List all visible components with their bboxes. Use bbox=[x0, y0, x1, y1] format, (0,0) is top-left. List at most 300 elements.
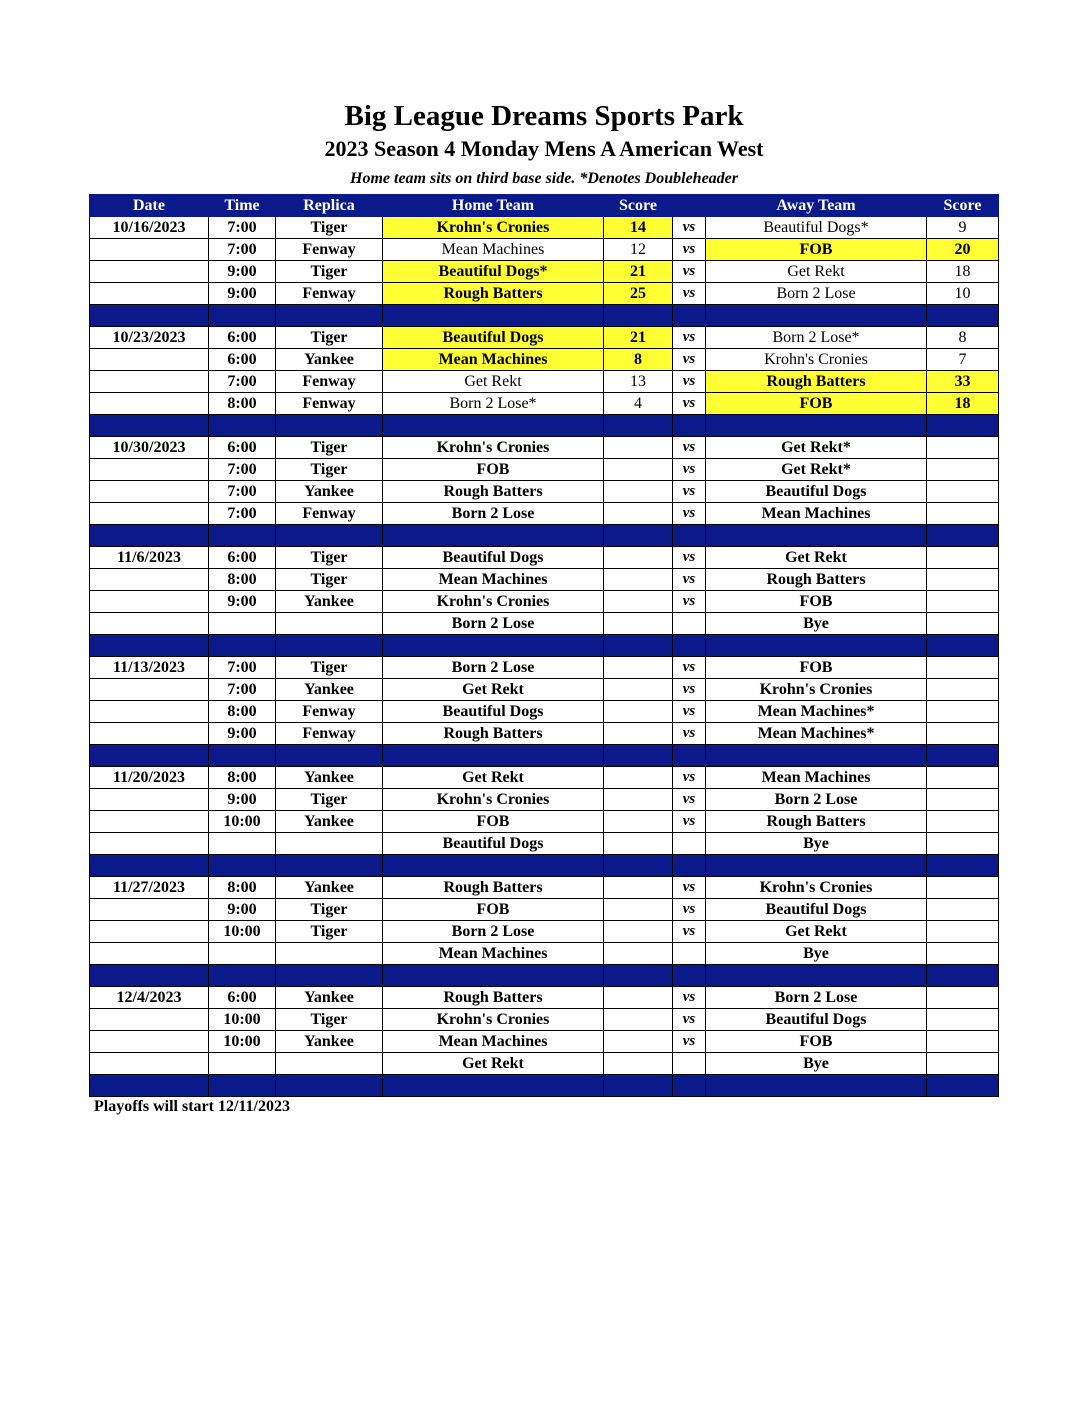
col-header-away-score: Score bbox=[927, 195, 999, 217]
week-separator-row bbox=[90, 1075, 999, 1097]
time-cell: 7:00 bbox=[209, 371, 276, 393]
away-team-cell: Rough Batters bbox=[706, 569, 927, 591]
replica-field-cell: Tiger bbox=[276, 789, 383, 811]
away-team-cell: Beautiful Dogs* bbox=[706, 217, 927, 239]
replica-field-cell: Tiger bbox=[276, 459, 383, 481]
date-cell bbox=[90, 481, 209, 503]
home-team-cell: Born 2 Lose bbox=[383, 503, 604, 525]
date-cell bbox=[90, 943, 209, 965]
page-subtitle: 2023 Season 4 Monday Mens A American West bbox=[324, 136, 764, 161]
time-cell: 10:00 bbox=[209, 1031, 276, 1053]
home-team-cell: Born 2 Lose bbox=[383, 921, 604, 943]
vs-cell: vs bbox=[673, 679, 706, 701]
separator-cell bbox=[706, 305, 927, 327]
vs-cell: vs bbox=[673, 899, 706, 921]
table-row bbox=[90, 811, 999, 833]
away-team-cell: FOB bbox=[706, 239, 927, 261]
vs-cell: vs bbox=[673, 437, 706, 459]
home-team-cell: FOB bbox=[383, 899, 604, 921]
separator-cell bbox=[276, 305, 383, 327]
table-row bbox=[90, 657, 999, 679]
replica-field-cell: Yankee bbox=[276, 591, 383, 613]
separator-cell bbox=[673, 635, 706, 657]
replica-field-cell: Tiger bbox=[276, 899, 383, 921]
home-score-cell bbox=[604, 833, 673, 855]
away-team-cell: Get Rekt* bbox=[706, 437, 927, 459]
separator-cell bbox=[604, 525, 673, 547]
date-cell bbox=[90, 899, 209, 921]
date-cell bbox=[90, 459, 209, 481]
home-team-cell: Mean Machines bbox=[383, 349, 604, 371]
date-cell bbox=[90, 569, 209, 591]
separator-cell bbox=[383, 305, 604, 327]
vs-cell: vs bbox=[673, 811, 706, 833]
time-cell: 9:00 bbox=[209, 261, 276, 283]
away-score-cell: 10 bbox=[927, 283, 999, 305]
date-cell bbox=[90, 349, 209, 371]
away-score-cell bbox=[927, 767, 999, 789]
home-score-cell: 21 bbox=[604, 261, 673, 283]
separator-cell bbox=[276, 635, 383, 657]
separator-cell bbox=[90, 415, 209, 437]
time-cell: 7:00 bbox=[209, 459, 276, 481]
separator-cell bbox=[276, 745, 383, 767]
away-score-cell bbox=[927, 811, 999, 833]
away-team-cell: FOB bbox=[706, 393, 927, 415]
separator-cell bbox=[90, 745, 209, 767]
away-team-cell: Beautiful Dogs bbox=[706, 1009, 927, 1031]
vs-cell: vs bbox=[673, 371, 706, 393]
home-team-cell: Rough Batters bbox=[383, 481, 604, 503]
away-team-cell: FOB bbox=[706, 591, 927, 613]
away-score-cell: 8 bbox=[927, 327, 999, 349]
col-header-home-score: Score bbox=[604, 195, 673, 217]
home-team-cell: Get Rekt bbox=[383, 679, 604, 701]
home-score-cell: 12 bbox=[604, 239, 673, 261]
table-row bbox=[90, 613, 999, 635]
separator-cell bbox=[673, 855, 706, 877]
away-team-cell: Born 2 Lose bbox=[706, 987, 927, 1009]
home-score-cell bbox=[604, 657, 673, 679]
date-cell: 10/16/2023 bbox=[90, 217, 209, 239]
replica-field-cell: Tiger bbox=[276, 217, 383, 239]
separator-cell bbox=[706, 965, 927, 987]
home-score-cell: 21 bbox=[604, 327, 673, 349]
home-score-cell bbox=[604, 547, 673, 569]
home-team-cell: Beautiful Dogs bbox=[383, 547, 604, 569]
table-row bbox=[90, 327, 999, 349]
vs-cell: vs bbox=[673, 1009, 706, 1031]
table-row bbox=[90, 1053, 999, 1075]
away-team-cell: Mean Machines* bbox=[706, 723, 927, 745]
table-row bbox=[90, 481, 999, 503]
home-team-cell: FOB bbox=[383, 459, 604, 481]
table-row bbox=[90, 261, 999, 283]
time-cell: 8:00 bbox=[209, 877, 276, 899]
table-row bbox=[90, 789, 999, 811]
home-score-cell bbox=[604, 899, 673, 921]
separator-cell bbox=[383, 855, 604, 877]
home-score-cell bbox=[604, 987, 673, 1009]
week-separator-row bbox=[90, 965, 999, 987]
time-cell bbox=[209, 613, 276, 635]
away-team-cell: Bye bbox=[706, 613, 927, 635]
week-separator-row bbox=[90, 525, 999, 547]
date-cell bbox=[90, 613, 209, 635]
vs-cell bbox=[673, 833, 706, 855]
separator-cell bbox=[927, 745, 999, 767]
time-cell: 9:00 bbox=[209, 899, 276, 921]
table-row bbox=[90, 1009, 999, 1031]
away-team-cell: Get Rekt bbox=[706, 921, 927, 943]
separator-cell bbox=[209, 415, 276, 437]
home-score-cell: 25 bbox=[604, 283, 673, 305]
home-score-cell bbox=[604, 1031, 673, 1053]
table-row bbox=[90, 1031, 999, 1053]
home-score-cell: 4 bbox=[604, 393, 673, 415]
time-cell: 8:00 bbox=[209, 569, 276, 591]
home-score-cell bbox=[604, 613, 673, 635]
home-team-cell: Get Rekt bbox=[383, 1053, 604, 1075]
home-score-cell: 8 bbox=[604, 349, 673, 371]
vs-cell: vs bbox=[673, 283, 706, 305]
vs-cell: vs bbox=[673, 723, 706, 745]
home-team-cell: Born 2 Lose bbox=[383, 613, 604, 635]
table-row bbox=[90, 833, 999, 855]
separator-cell bbox=[276, 415, 383, 437]
away-team-cell: Krohn's Cronies bbox=[706, 349, 927, 371]
vs-cell: vs bbox=[673, 657, 706, 679]
separator-cell bbox=[673, 965, 706, 987]
home-team-cell: Mean Machines bbox=[383, 1031, 604, 1053]
vs-cell: vs bbox=[673, 261, 706, 283]
away-team-cell: Get Rekt bbox=[706, 261, 927, 283]
date-cell bbox=[90, 701, 209, 723]
separator-cell bbox=[276, 525, 383, 547]
date-cell bbox=[90, 811, 209, 833]
separator-cell bbox=[927, 635, 999, 657]
table-row bbox=[90, 437, 999, 459]
home-team-cell: Krohn's Cronies bbox=[383, 217, 604, 239]
away-score-cell bbox=[927, 987, 999, 1009]
vs-cell: vs bbox=[673, 789, 706, 811]
date-cell bbox=[90, 393, 209, 415]
home-score-cell bbox=[604, 481, 673, 503]
separator-cell bbox=[383, 965, 604, 987]
away-team-cell: Mean Machines bbox=[706, 503, 927, 525]
date-cell bbox=[90, 1009, 209, 1031]
time-cell: 9:00 bbox=[209, 283, 276, 305]
away-score-cell bbox=[927, 569, 999, 591]
vs-cell: vs bbox=[673, 349, 706, 371]
home-team-cell: Born 2 Lose bbox=[383, 657, 604, 679]
replica-field-cell: Fenway bbox=[276, 701, 383, 723]
home-team-cell: Krohn's Cronies bbox=[383, 591, 604, 613]
time-cell bbox=[209, 1053, 276, 1075]
separator-cell bbox=[383, 745, 604, 767]
time-cell bbox=[209, 943, 276, 965]
date-cell bbox=[90, 239, 209, 261]
replica-field-cell bbox=[276, 613, 383, 635]
replica-field-cell bbox=[276, 1053, 383, 1075]
vs-cell: vs bbox=[673, 921, 706, 943]
time-cell: 7:00 bbox=[209, 503, 276, 525]
separator-cell bbox=[706, 1075, 927, 1097]
schedule-note: Home team sits on third base side. *Denotes Doubleheader bbox=[350, 170, 738, 187]
away-team-cell: Born 2 Lose* bbox=[706, 327, 927, 349]
replica-field-cell: Yankee bbox=[276, 679, 383, 701]
week-separator-row bbox=[90, 745, 999, 767]
separator-cell bbox=[673, 745, 706, 767]
separator-cell bbox=[209, 965, 276, 987]
separator-cell bbox=[209, 635, 276, 657]
replica-field-cell: Tiger bbox=[276, 657, 383, 679]
replica-field-cell: Yankee bbox=[276, 767, 383, 789]
time-cell: 8:00 bbox=[209, 767, 276, 789]
separator-cell bbox=[673, 1075, 706, 1097]
home-team-cell: Beautiful Dogs bbox=[383, 701, 604, 723]
replica-field-cell bbox=[276, 833, 383, 855]
away-team-cell: Krohn's Cronies bbox=[706, 679, 927, 701]
playoffs-note: Playoffs will start 12/11/2023 bbox=[94, 1098, 290, 1115]
time-cell: 9:00 bbox=[209, 789, 276, 811]
separator-cell bbox=[383, 1075, 604, 1097]
home-team-cell: Mean Machines bbox=[383, 239, 604, 261]
home-score-cell bbox=[604, 437, 673, 459]
col-header-date: Date bbox=[90, 195, 209, 217]
time-cell: 10:00 bbox=[209, 811, 276, 833]
separator-cell bbox=[706, 525, 927, 547]
vs-cell: vs bbox=[673, 547, 706, 569]
home-team-cell: Beautiful Dogs bbox=[383, 833, 604, 855]
time-cell: 8:00 bbox=[209, 393, 276, 415]
time-cell: 6:00 bbox=[209, 437, 276, 459]
home-score-cell bbox=[604, 723, 673, 745]
away-team-cell: Born 2 Lose bbox=[706, 283, 927, 305]
time-cell: 6:00 bbox=[209, 349, 276, 371]
home-score-cell bbox=[604, 701, 673, 723]
replica-field-cell: Yankee bbox=[276, 877, 383, 899]
separator-cell bbox=[209, 855, 276, 877]
date-cell bbox=[90, 1053, 209, 1075]
separator-cell bbox=[90, 855, 209, 877]
vs-cell: vs bbox=[673, 217, 706, 239]
replica-field-cell: Fenway bbox=[276, 239, 383, 261]
away-score-cell bbox=[927, 1009, 999, 1031]
replica-field-cell bbox=[276, 943, 383, 965]
away-score-cell bbox=[927, 1031, 999, 1053]
home-team-cell: Beautiful Dogs bbox=[383, 327, 604, 349]
away-score-cell bbox=[927, 701, 999, 723]
col-header-replica: Replica bbox=[276, 195, 383, 217]
away-team-cell: Rough Batters bbox=[706, 811, 927, 833]
table-row bbox=[90, 987, 999, 1009]
date-cell: 11/6/2023 bbox=[90, 547, 209, 569]
date-cell bbox=[90, 1031, 209, 1053]
away-score-cell: 7 bbox=[927, 349, 999, 371]
separator-cell bbox=[604, 855, 673, 877]
home-score-cell bbox=[604, 569, 673, 591]
schedule-table bbox=[89, 194, 999, 1097]
away-team-cell: Get Rekt* bbox=[706, 459, 927, 481]
separator-cell bbox=[383, 415, 604, 437]
separator-cell bbox=[209, 745, 276, 767]
replica-field-cell: Yankee bbox=[276, 811, 383, 833]
vs-cell: vs bbox=[673, 877, 706, 899]
replica-field-cell: Tiger bbox=[276, 327, 383, 349]
separator-cell bbox=[90, 1075, 209, 1097]
date-cell bbox=[90, 261, 209, 283]
time-cell: 6:00 bbox=[209, 327, 276, 349]
home-score-cell bbox=[604, 767, 673, 789]
table-row bbox=[90, 921, 999, 943]
home-team-cell: Beautiful Dogs* bbox=[383, 261, 604, 283]
separator-cell bbox=[706, 855, 927, 877]
separator-cell bbox=[927, 415, 999, 437]
table-row bbox=[90, 767, 999, 789]
time-cell: 9:00 bbox=[209, 591, 276, 613]
away-team-cell: Mean Machines bbox=[706, 767, 927, 789]
page-title: Big League Dreams Sports Park bbox=[344, 100, 744, 132]
home-team-cell: Mean Machines bbox=[383, 569, 604, 591]
table-row bbox=[90, 569, 999, 591]
home-score-cell bbox=[604, 921, 673, 943]
vs-cell: vs bbox=[673, 503, 706, 525]
replica-field-cell: Fenway bbox=[276, 393, 383, 415]
away-score-cell bbox=[927, 899, 999, 921]
date-cell: 11/27/2023 bbox=[90, 877, 209, 899]
home-team-cell: Born 2 Lose* bbox=[383, 393, 604, 415]
date-cell bbox=[90, 921, 209, 943]
separator-cell bbox=[604, 1075, 673, 1097]
home-score-cell bbox=[604, 591, 673, 613]
away-score-cell bbox=[927, 547, 999, 569]
week-separator-row bbox=[90, 855, 999, 877]
home-team-cell: Krohn's Cronies bbox=[383, 1009, 604, 1031]
away-score-cell bbox=[927, 1053, 999, 1075]
separator-cell bbox=[927, 525, 999, 547]
vs-cell bbox=[673, 613, 706, 635]
date-cell: 10/23/2023 bbox=[90, 327, 209, 349]
vs-cell: vs bbox=[673, 327, 706, 349]
separator-cell bbox=[604, 415, 673, 437]
date-cell bbox=[90, 789, 209, 811]
table-row bbox=[90, 349, 999, 371]
time-cell: 6:00 bbox=[209, 987, 276, 1009]
vs-cell: vs bbox=[673, 591, 706, 613]
table-row bbox=[90, 701, 999, 723]
home-score-cell: 13 bbox=[604, 371, 673, 393]
home-score-cell bbox=[604, 503, 673, 525]
schedule-body bbox=[90, 217, 999, 1097]
separator-cell bbox=[927, 965, 999, 987]
time-cell: 7:00 bbox=[209, 657, 276, 679]
replica-field-cell: Fenway bbox=[276, 283, 383, 305]
replica-field-cell: Tiger bbox=[276, 569, 383, 591]
col-header-time: Time bbox=[209, 195, 276, 217]
table-row bbox=[90, 899, 999, 921]
home-score-cell bbox=[604, 811, 673, 833]
away-score-cell bbox=[927, 481, 999, 503]
home-team-cell: Get Rekt bbox=[383, 767, 604, 789]
table-row bbox=[90, 217, 999, 239]
away-team-cell: Bye bbox=[706, 943, 927, 965]
vs-cell: vs bbox=[673, 701, 706, 723]
away-team-cell: Bye bbox=[706, 1053, 927, 1075]
time-cell: 7:00 bbox=[209, 217, 276, 239]
separator-cell bbox=[209, 305, 276, 327]
replica-field-cell: Yankee bbox=[276, 1031, 383, 1053]
replica-field-cell: Tiger bbox=[276, 1009, 383, 1031]
separator-cell bbox=[276, 855, 383, 877]
away-score-cell bbox=[927, 437, 999, 459]
replica-field-cell: Fenway bbox=[276, 503, 383, 525]
home-team-cell: FOB bbox=[383, 811, 604, 833]
date-cell: 10/30/2023 bbox=[90, 437, 209, 459]
week-separator-row bbox=[90, 415, 999, 437]
separator-cell bbox=[706, 635, 927, 657]
separator-cell bbox=[706, 415, 927, 437]
date-cell bbox=[90, 371, 209, 393]
time-cell bbox=[209, 833, 276, 855]
table-row bbox=[90, 503, 999, 525]
away-score-cell bbox=[927, 877, 999, 899]
away-score-cell bbox=[927, 723, 999, 745]
home-team-cell: Get Rekt bbox=[383, 371, 604, 393]
away-team-cell: Krohn's Cronies bbox=[706, 877, 927, 899]
table-row bbox=[90, 943, 999, 965]
time-cell: 10:00 bbox=[209, 1009, 276, 1031]
table-row bbox=[90, 547, 999, 569]
table-row bbox=[90, 877, 999, 899]
date-cell: 11/13/2023 bbox=[90, 657, 209, 679]
replica-field-cell: Tiger bbox=[276, 437, 383, 459]
home-team-cell: Rough Batters bbox=[383, 723, 604, 745]
date-cell bbox=[90, 723, 209, 745]
replica-field-cell: Fenway bbox=[276, 723, 383, 745]
replica-field-cell: Yankee bbox=[276, 349, 383, 371]
away-team-cell: FOB bbox=[706, 657, 927, 679]
vs-cell bbox=[673, 943, 706, 965]
separator-cell bbox=[604, 305, 673, 327]
home-score-cell: 14 bbox=[604, 217, 673, 239]
replica-field-cell: Yankee bbox=[276, 481, 383, 503]
replica-field-cell: Yankee bbox=[276, 987, 383, 1009]
away-score-cell: 18 bbox=[927, 393, 999, 415]
home-team-cell: Mean Machines bbox=[383, 943, 604, 965]
separator-cell bbox=[604, 745, 673, 767]
away-score-cell bbox=[927, 503, 999, 525]
home-score-cell bbox=[604, 877, 673, 899]
home-team-cell: Rough Batters bbox=[383, 877, 604, 899]
date-cell bbox=[90, 283, 209, 305]
vs-cell: vs bbox=[673, 239, 706, 261]
home-team-cell: Rough Batters bbox=[383, 283, 604, 305]
separator-cell bbox=[673, 305, 706, 327]
table-row bbox=[90, 459, 999, 481]
away-score-cell: 9 bbox=[927, 217, 999, 239]
away-team-cell: Born 2 Lose bbox=[706, 789, 927, 811]
away-score-cell bbox=[927, 657, 999, 679]
date-cell bbox=[90, 833, 209, 855]
away-score-cell: 18 bbox=[927, 261, 999, 283]
vs-cell: vs bbox=[673, 987, 706, 1009]
away-team-cell: Rough Batters bbox=[706, 371, 927, 393]
date-cell bbox=[90, 679, 209, 701]
away-score-cell bbox=[927, 591, 999, 613]
away-score-cell bbox=[927, 921, 999, 943]
table-row bbox=[90, 371, 999, 393]
